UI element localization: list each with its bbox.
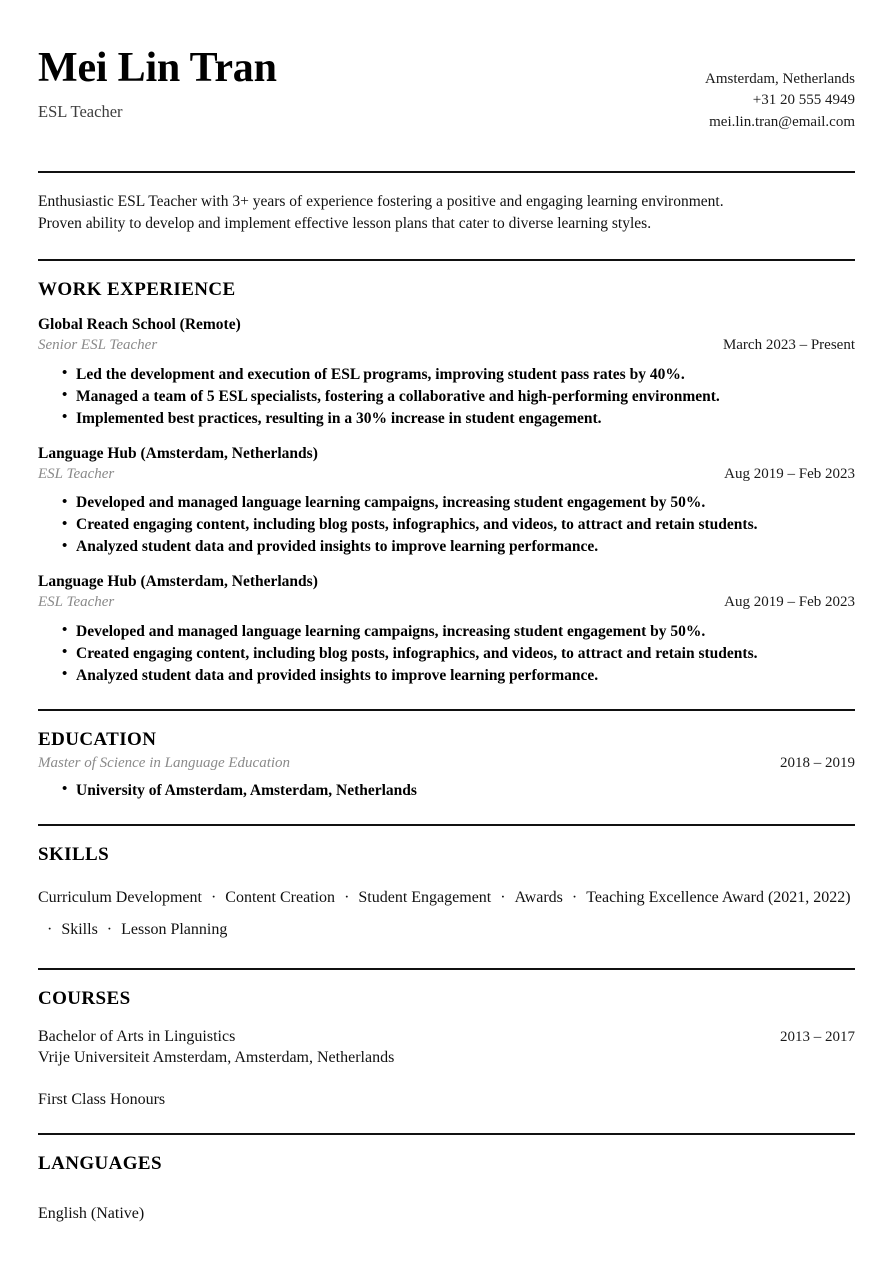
work-bullet-list bbox=[38, 621, 855, 687]
work-role: Senior ESL Teacher bbox=[38, 337, 158, 354]
section-title-education: EDUCATION bbox=[38, 728, 157, 750]
skill-item: Teaching Excellence Award (2021, 2022) bbox=[586, 888, 851, 906]
education-meta-row bbox=[38, 755, 855, 772]
course-entry bbox=[38, 1026, 855, 1069]
work-role: ESL Teacher bbox=[38, 594, 115, 611]
work-role: ESL Teacher bbox=[38, 465, 115, 482]
skill-separator: · bbox=[500, 888, 506, 906]
course-note: First Class Honours bbox=[38, 1091, 166, 1108]
skill-separator: · bbox=[571, 888, 578, 906]
work-organization: Global Reach School (Remote) bbox=[38, 315, 241, 333]
skill-separator: · bbox=[344, 888, 350, 906]
professional-summary bbox=[38, 191, 855, 235]
skill-item: Content Creation bbox=[225, 888, 336, 906]
work-bullet: • Created engaging content, including blog posts, infographics, and videos, to attract and retain students. bbox=[62, 643, 855, 665]
section-title-skills: SKILLS bbox=[38, 843, 110, 865]
skill-item: Awards bbox=[514, 888, 563, 906]
skill-item: Curriculum Development bbox=[38, 888, 202, 906]
work-bullet: • Analyzed student data and provided insights to improve learning performance. bbox=[62, 536, 855, 558]
work-entry bbox=[38, 572, 855, 687]
divider-above-summary bbox=[38, 171, 855, 173]
work-meta-row bbox=[38, 465, 855, 485]
work-bullet: • Implemented best practices, resulting in a 30% increase in student engagement. bbox=[62, 408, 855, 430]
work-organization: Language Hub (Amsterdam, Netherlands) bbox=[38, 444, 318, 462]
skill-item: Lesson Planning bbox=[121, 920, 228, 938]
work-date: Aug 2019 – Feb 2023 bbox=[724, 465, 855, 482]
skill-separator: · bbox=[106, 920, 113, 938]
header-identity bbox=[38, 46, 705, 122]
course-title: Bachelor of Arts in Linguistics bbox=[38, 1027, 236, 1045]
section-work-experience bbox=[38, 261, 855, 687]
work-meta-row bbox=[38, 336, 855, 356]
course-date: 2013 – 2017 bbox=[780, 1028, 855, 1045]
work-bullet: • Developed and managed language learning campaigns, increasing student engagement by 50%. bbox=[62, 621, 855, 643]
contact-email[interactable]: mei.lin.tran@email.com bbox=[709, 113, 855, 130]
course-institution: Vrije Universiteit Amsterdam, Amsterdam, Netherlands bbox=[38, 1049, 395, 1067]
section-languages bbox=[38, 1135, 855, 1225]
candidate-name: Mei Lin Tran bbox=[38, 45, 277, 91]
skill-item: Student Engagement bbox=[358, 888, 492, 906]
summary-line-2: Proven ability to develop and implement effective lesson plans that cater to diverse learning styles. bbox=[38, 214, 652, 232]
work-entry bbox=[38, 444, 855, 559]
course-meta-row bbox=[38, 1026, 855, 1048]
skill-item: Skills bbox=[61, 920, 98, 938]
contact-phone[interactable]: +31 20 555 4949 bbox=[752, 92, 855, 109]
summary-line-1: Enthusiastic ESL Teacher with 3+ years of experience fostering a positive and engaging learning environment. bbox=[38, 192, 724, 210]
section-courses bbox=[38, 970, 855, 1111]
contact-block bbox=[705, 46, 855, 133]
work-bullet-list bbox=[38, 364, 855, 430]
language-item: English (Native) bbox=[38, 1204, 145, 1222]
education-date: 2018 – 2019 bbox=[780, 754, 855, 771]
work-bullet: • Managed a team of 5 ESL specialists, fostering a collaborative and high-performing environment. bbox=[62, 386, 855, 408]
work-bullet: • Led the development and execution of ESL programs, improving student pass rates by 40%. bbox=[62, 364, 855, 386]
work-meta-row bbox=[38, 593, 855, 613]
work-bullet: • Created engaging content, including blog posts, infographics, and videos, to attract and retain students. bbox=[62, 514, 855, 536]
skill-separator: · bbox=[210, 888, 217, 906]
skill-separator: · bbox=[47, 920, 53, 938]
resume-header bbox=[38, 0, 855, 133]
education-bullet: • University of Amsterdam, Amsterdam, Netherlands bbox=[62, 780, 855, 802]
section-skills bbox=[38, 826, 855, 946]
work-bullet: • Analyzed student data and provided insights to improve learning performance. bbox=[62, 665, 855, 687]
section-title-work: WORK EXPERIENCE bbox=[38, 278, 236, 300]
work-date: Aug 2019 – Feb 2023 bbox=[724, 594, 855, 611]
work-date: March 2023 – Present bbox=[722, 337, 855, 354]
section-title-languages: LANGUAGES bbox=[38, 1152, 162, 1174]
section-education bbox=[38, 711, 855, 802]
candidate-headline: ESL Teacher bbox=[38, 102, 123, 122]
work-organization: Language Hub (Amsterdam, Netherlands) bbox=[38, 573, 318, 591]
work-entry bbox=[38, 315, 855, 430]
work-bullet-list bbox=[38, 492, 855, 558]
skills-list bbox=[38, 882, 855, 946]
education-bullet-list bbox=[38, 780, 855, 802]
education-degree: Master of Science in Language Education bbox=[38, 754, 291, 771]
section-title-courses: COURSES bbox=[38, 987, 131, 1009]
work-bullet: • Developed and managed language learning campaigns, increasing student engagement by 50%. bbox=[62, 492, 855, 514]
contact-location: Amsterdam, Netherlands bbox=[705, 71, 855, 87]
